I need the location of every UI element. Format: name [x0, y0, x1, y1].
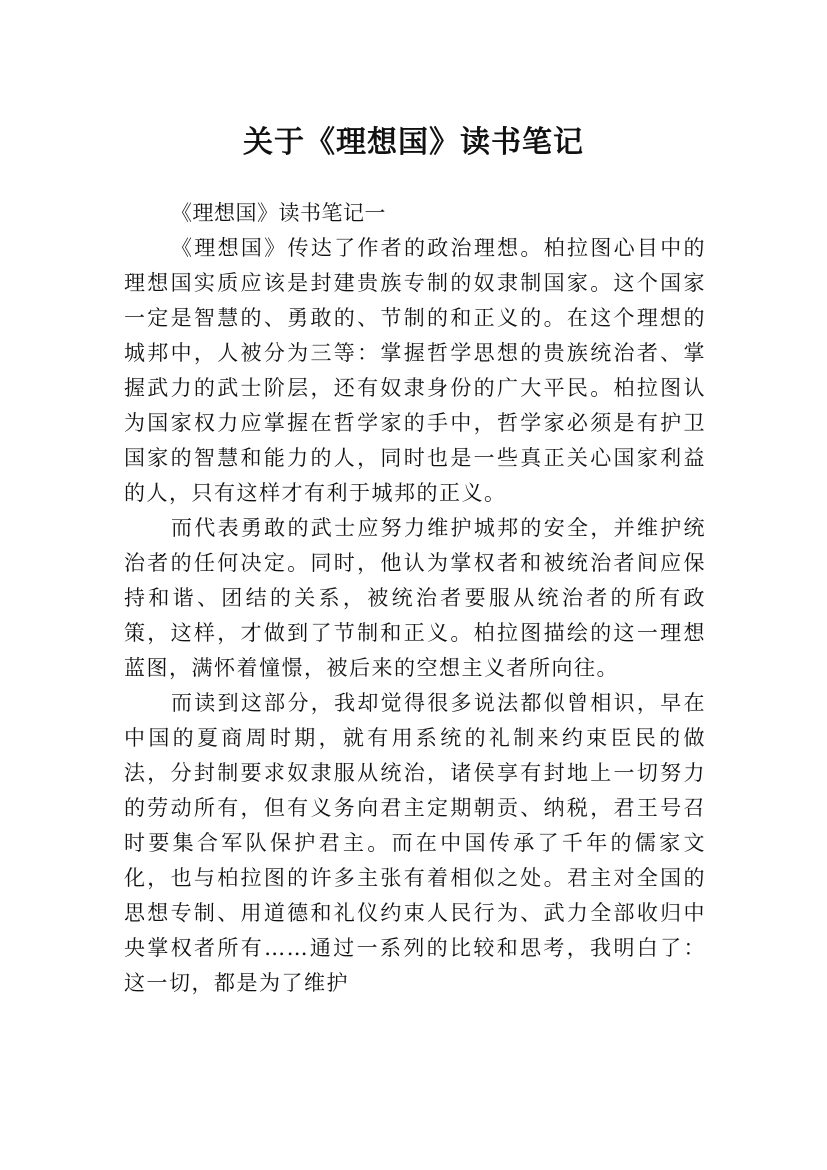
section-heading: 《理想国》读书笔记一	[171, 201, 386, 225]
paragraph-3: 而读到这部分，我却觉得很多说法都似曾相识，早在中国的夏商周时期，就有用系统的礼制来约束臣民的做法，分封制要求奴隶服从统治，诸侯享有封地上一切努力的劳动所有，但有义务向君主定期朝贡、纳税，君王号召时要集合军队保护君主。而在中国传承了千年的儒家文化，也与柏拉图的许多主张有着相似之处。君主对全国的思想专制、用道德和礼仪约束人民行为、武力全部收归中央掌权者所有……通过一系列的比较和思考，我明白了：这一切，都是为了维护	[124, 691, 706, 995]
paragraph-1: 《理想国》传达了作者的政治理想。柏拉图心目中的理想国实质应该是封建贵族专制的奴隶制国家。这个国家一定是智慧的、勇敢的、节制的和正义的。在这个理想的城邦中，人被分为三等：掌握哲学思想的贵族统治者、掌握武力的武士阶层，还有奴隶身份的广大平民。柏拉图认为国家权力应掌握在哲学家的手中，哲学家必须是有护卫国家的智慧和能力的人，同时也是一些真正关心国家利益的人，只有这样才有利于城邦的正义。	[124, 236, 706, 505]
paragraph-2: 而代表勇敢的武士应努力维护城邦的安全，并维护统治者的任何决定。同时，他认为掌权者和被统治者间应保持和谐、团结的关系，被统治者要服从统治者的所有政策，这样，才做到了节制和正义。柏拉图描绘的这一理想蓝图，满怀着憧憬，被后来的空想主义者所向往。	[124, 516, 706, 680]
document-title: 关于《理想国》读书笔记	[243, 125, 584, 161]
document-body	[124, 196, 706, 1001]
